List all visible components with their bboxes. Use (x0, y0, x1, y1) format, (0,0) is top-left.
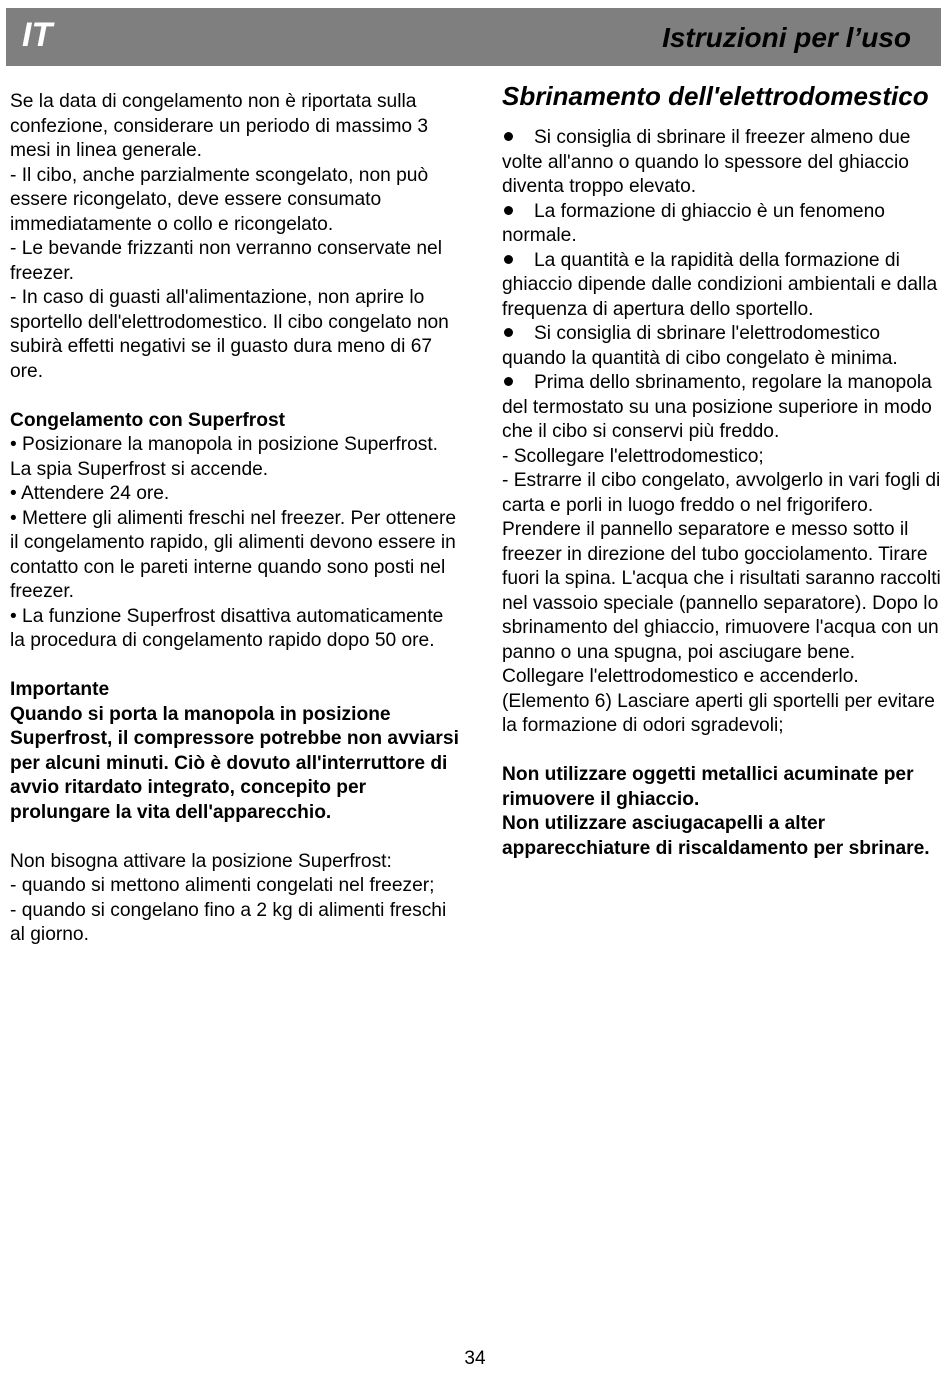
bullet-icon (502, 371, 534, 396)
superfrost-not-needed-item: - quando si congelano fino a 2 kg di alimenti freschi al giorno. (10, 899, 447, 945)
defrost-step: - Scollegare l'elettrodomestico; (502, 445, 764, 467)
superfrost-heading: Congelamento con Superfrost (10, 409, 286, 431)
left-column (10, 90, 460, 948)
superfrost-step: • La funzione Superfrost disattiva automaticamente la procedura di congelamento rapido dopo 50 ore. (10, 605, 444, 651)
bullet-icon (502, 126, 534, 151)
warning-hairdryer: Non utilizzare asciugacapelli a alter apparecchiature di riscaldamento per sbrinare. (502, 813, 930, 859)
language-code: IT (22, 16, 53, 54)
drinks-paragraph: - Le bevande frizzanti non verranno conservate nel freezer. (10, 238, 442, 284)
defrost-procedure: Prendere il pannello separatore e messo sotto il freezer in direzione del tubo gocciolamento. Tirare fuori la spina. L'acqua che i risultati saranno raccolti nel vassoio speciale (pannello separatore). Dopo lo sbrinamento del ghiaccio, rimuovere l'acqua con un panno o una spugna, poi asciugare bene. Collegare l'elettrodomestico e accenderlo. (Elemento 6) Lasciare aperti gli sportelli per evitare la formazione di odori sgradevoli; (502, 519, 941, 736)
document-title: Istruzioni per l’uso (662, 22, 911, 53)
superfrost-not-needed: Non bisogna attivare la posizione Superfrost: (10, 850, 392, 872)
bullet-icon (502, 322, 534, 347)
superfrost-step: • Posizionare la manopola in posizione Superfrost. La spia Superfrost si accende. (10, 434, 439, 480)
bullet-icon (502, 200, 534, 225)
important-heading: Importante (10, 679, 110, 700)
defrost-bullet: Prima dello sbrinamento, regolare la manopola del termostato su una posizione superiore in modo che il cibo si conservi più freddo. (502, 372, 932, 442)
superfrost-step: • Mettere gli alimenti freschi nel freezer. Per ottenere il congelamento rapido, gli alimenti devono essere in contatto con le pareti interne quando sono posti nel freezer. (10, 507, 457, 602)
power-failure-paragraph: - In caso di guasti all'alimentazione, non aprire lo sportello dell'elettrodomestico. Il cibo congelato non subirà effetti negativi se il guasto dura meno di 67 ore. (10, 287, 449, 382)
superfrost-step: • Attendere 24 ore. (10, 483, 170, 504)
defrost-bullet: La formazione di ghiaccio è un fenomeno normale. (502, 200, 885, 246)
defrost-section-title: Sbrinamento dell'elettrodomestico (502, 81, 929, 111)
defrost-bullet: Si consiglia di sbrinare l'elettrodomestico quando la quantità di cibo congelato è minima. (502, 323, 898, 369)
storage-paragraph: Se la data di congelamento non è riportata sulla confezione, considerare un periodo di massimo 3 mesi in linea generale. (10, 91, 429, 161)
important-text: Quando si porta la manopola in posizione Superfrost, il compressore potrebbe non avviarsi per alcuni minuti. Ciò è dovuto all'interruttore di avvio ritardato integrato, concepito per prolungare la vita dell'apparecchio. (10, 703, 459, 823)
page-number: 34 (464, 1348, 486, 1369)
refreeze-paragraph: - Il cibo, anche parzialmente scongelato, non può essere ricongelato, deve essere consumato immediatamente o collo e ricongelato. (10, 164, 429, 235)
defrost-bullet: La quantità e la rapidità della formazione di ghiaccio dipende dalle condizioni ambientali e dalla frequenza di apertura dello sportello. (502, 249, 938, 320)
bullet-icon (502, 249, 534, 274)
defrost-bullet: Si consiglia di sbrinare il freezer almeno due volte all'anno o quando lo spessore del ghiaccio diventa troppo elevato. (502, 127, 911, 197)
warning-metal-objects: Non utilizzare oggetti metallici acuminate per rimuovere il ghiaccio. (502, 764, 914, 810)
defrost-step: - Estrarre il cibo congelato, avvolgerlo in vari fogli di carta e porli in luogo freddo o nel frigorifero. (502, 470, 941, 516)
header-bar (6, 8, 941, 66)
superfrost-not-needed-item: - quando si mettono alimenti congelati nel freezer; (10, 875, 435, 896)
right-column (502, 80, 942, 861)
